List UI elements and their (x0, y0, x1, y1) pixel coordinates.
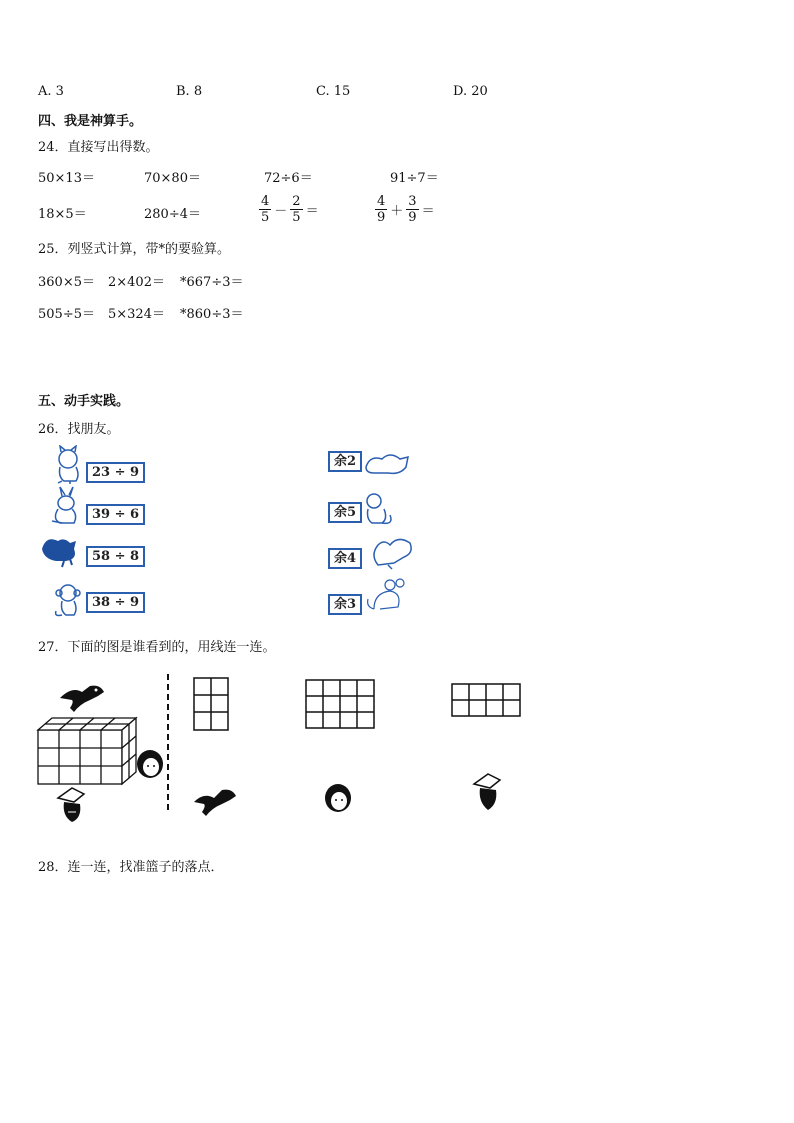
denominator: 9 (377, 210, 386, 225)
choice-c: C. 15 (316, 84, 351, 99)
q26-left-card-4: 38 ÷ 9 (86, 592, 145, 613)
squirrel-icon (42, 539, 76, 567)
view-grid-2 (306, 680, 374, 728)
boy-with-hat-icon (58, 788, 84, 822)
q24-item-6: 280÷4＝ (144, 207, 201, 222)
q24-item-4: 91÷7＝ (390, 171, 439, 186)
section5-title: 五、动手实践。 (38, 394, 130, 409)
q25-item-5: 5×324＝ (108, 307, 165, 322)
q26-right-card-3: 余4 (328, 548, 362, 569)
q24-fraction-expression-2 (374, 194, 437, 225)
girl-face-icon (137, 750, 163, 778)
squirrel-icon (366, 455, 408, 473)
q26-title: 26．找朋友。 (38, 422, 120, 437)
denominator: 9 (408, 210, 417, 225)
equals-sign: ＝ (421, 204, 435, 219)
operator: － (274, 204, 288, 219)
q24-fraction-expression-1 (258, 194, 321, 225)
q26-left-card-1: 23 ÷ 9 (86, 462, 145, 483)
q25-item-6: *860÷3＝ (180, 307, 244, 322)
bird-icon (194, 790, 236, 816)
q25-item-2: 2×402＝ (108, 275, 165, 290)
q24-item-5: 18×5＝ (38, 207, 87, 222)
denominator: 5 (292, 210, 301, 225)
bird-icon (60, 686, 104, 712)
choice-b: B. 8 (176, 84, 203, 99)
q26-right-card-2: 余5 (328, 502, 362, 523)
rabbit-icon (52, 487, 76, 523)
choice-a: A. 3 (38, 84, 64, 99)
q26-right-card-4: 余3 (328, 594, 362, 615)
operator: ＋ (390, 204, 404, 219)
q27-figure (30, 670, 530, 835)
choice-d: D. 20 (453, 84, 488, 99)
numerator: 2 (292, 194, 301, 209)
q25-title: 25．列竖式计算，带*的要验算。 (38, 242, 231, 257)
q24-item-2: 70×80＝ (144, 171, 201, 186)
q26-left-animals (40, 445, 90, 620)
monkey-icon (56, 585, 80, 616)
q25-item-1: 360×5＝ (38, 275, 95, 290)
cube-stack (38, 718, 136, 784)
girl-face-icon (325, 784, 351, 812)
equals-sign: ＝ (305, 204, 319, 219)
q24-title: 24．直接写出得数。 (38, 140, 159, 155)
numerator: 4 (261, 194, 270, 209)
squirrel-icon (374, 539, 411, 569)
numerator: 4 (377, 194, 386, 209)
view-grid-3 (452, 684, 520, 716)
q27-title: 27．下面的图是谁看到的，用线连一连。 (38, 640, 276, 655)
q26-left-card-2: 39 ÷ 6 (86, 504, 145, 525)
q24-item-3: 72÷6＝ (264, 171, 313, 186)
view-grid-1 (194, 678, 228, 730)
q28-title: 28．连一连，找准篮子的落点． (38, 860, 224, 875)
mouse-icon (368, 579, 404, 609)
boy-with-hat-icon (474, 774, 500, 810)
q25-item-4: 505÷5＝ (38, 307, 95, 322)
denominator: 5 (261, 210, 270, 225)
q26-right-card-1: 余2 (328, 451, 362, 472)
monkey-icon (367, 494, 391, 523)
q24-item-1: 50×13＝ (38, 171, 95, 186)
q25-item-3: *667÷3＝ (180, 275, 244, 290)
section4-title: 四、我是神算手。 (38, 114, 143, 129)
q26-left-card-3: 58 ÷ 8 (86, 546, 145, 567)
q26-right-animals (360, 445, 420, 620)
cat-icon (58, 446, 78, 484)
numerator: 3 (408, 194, 417, 209)
